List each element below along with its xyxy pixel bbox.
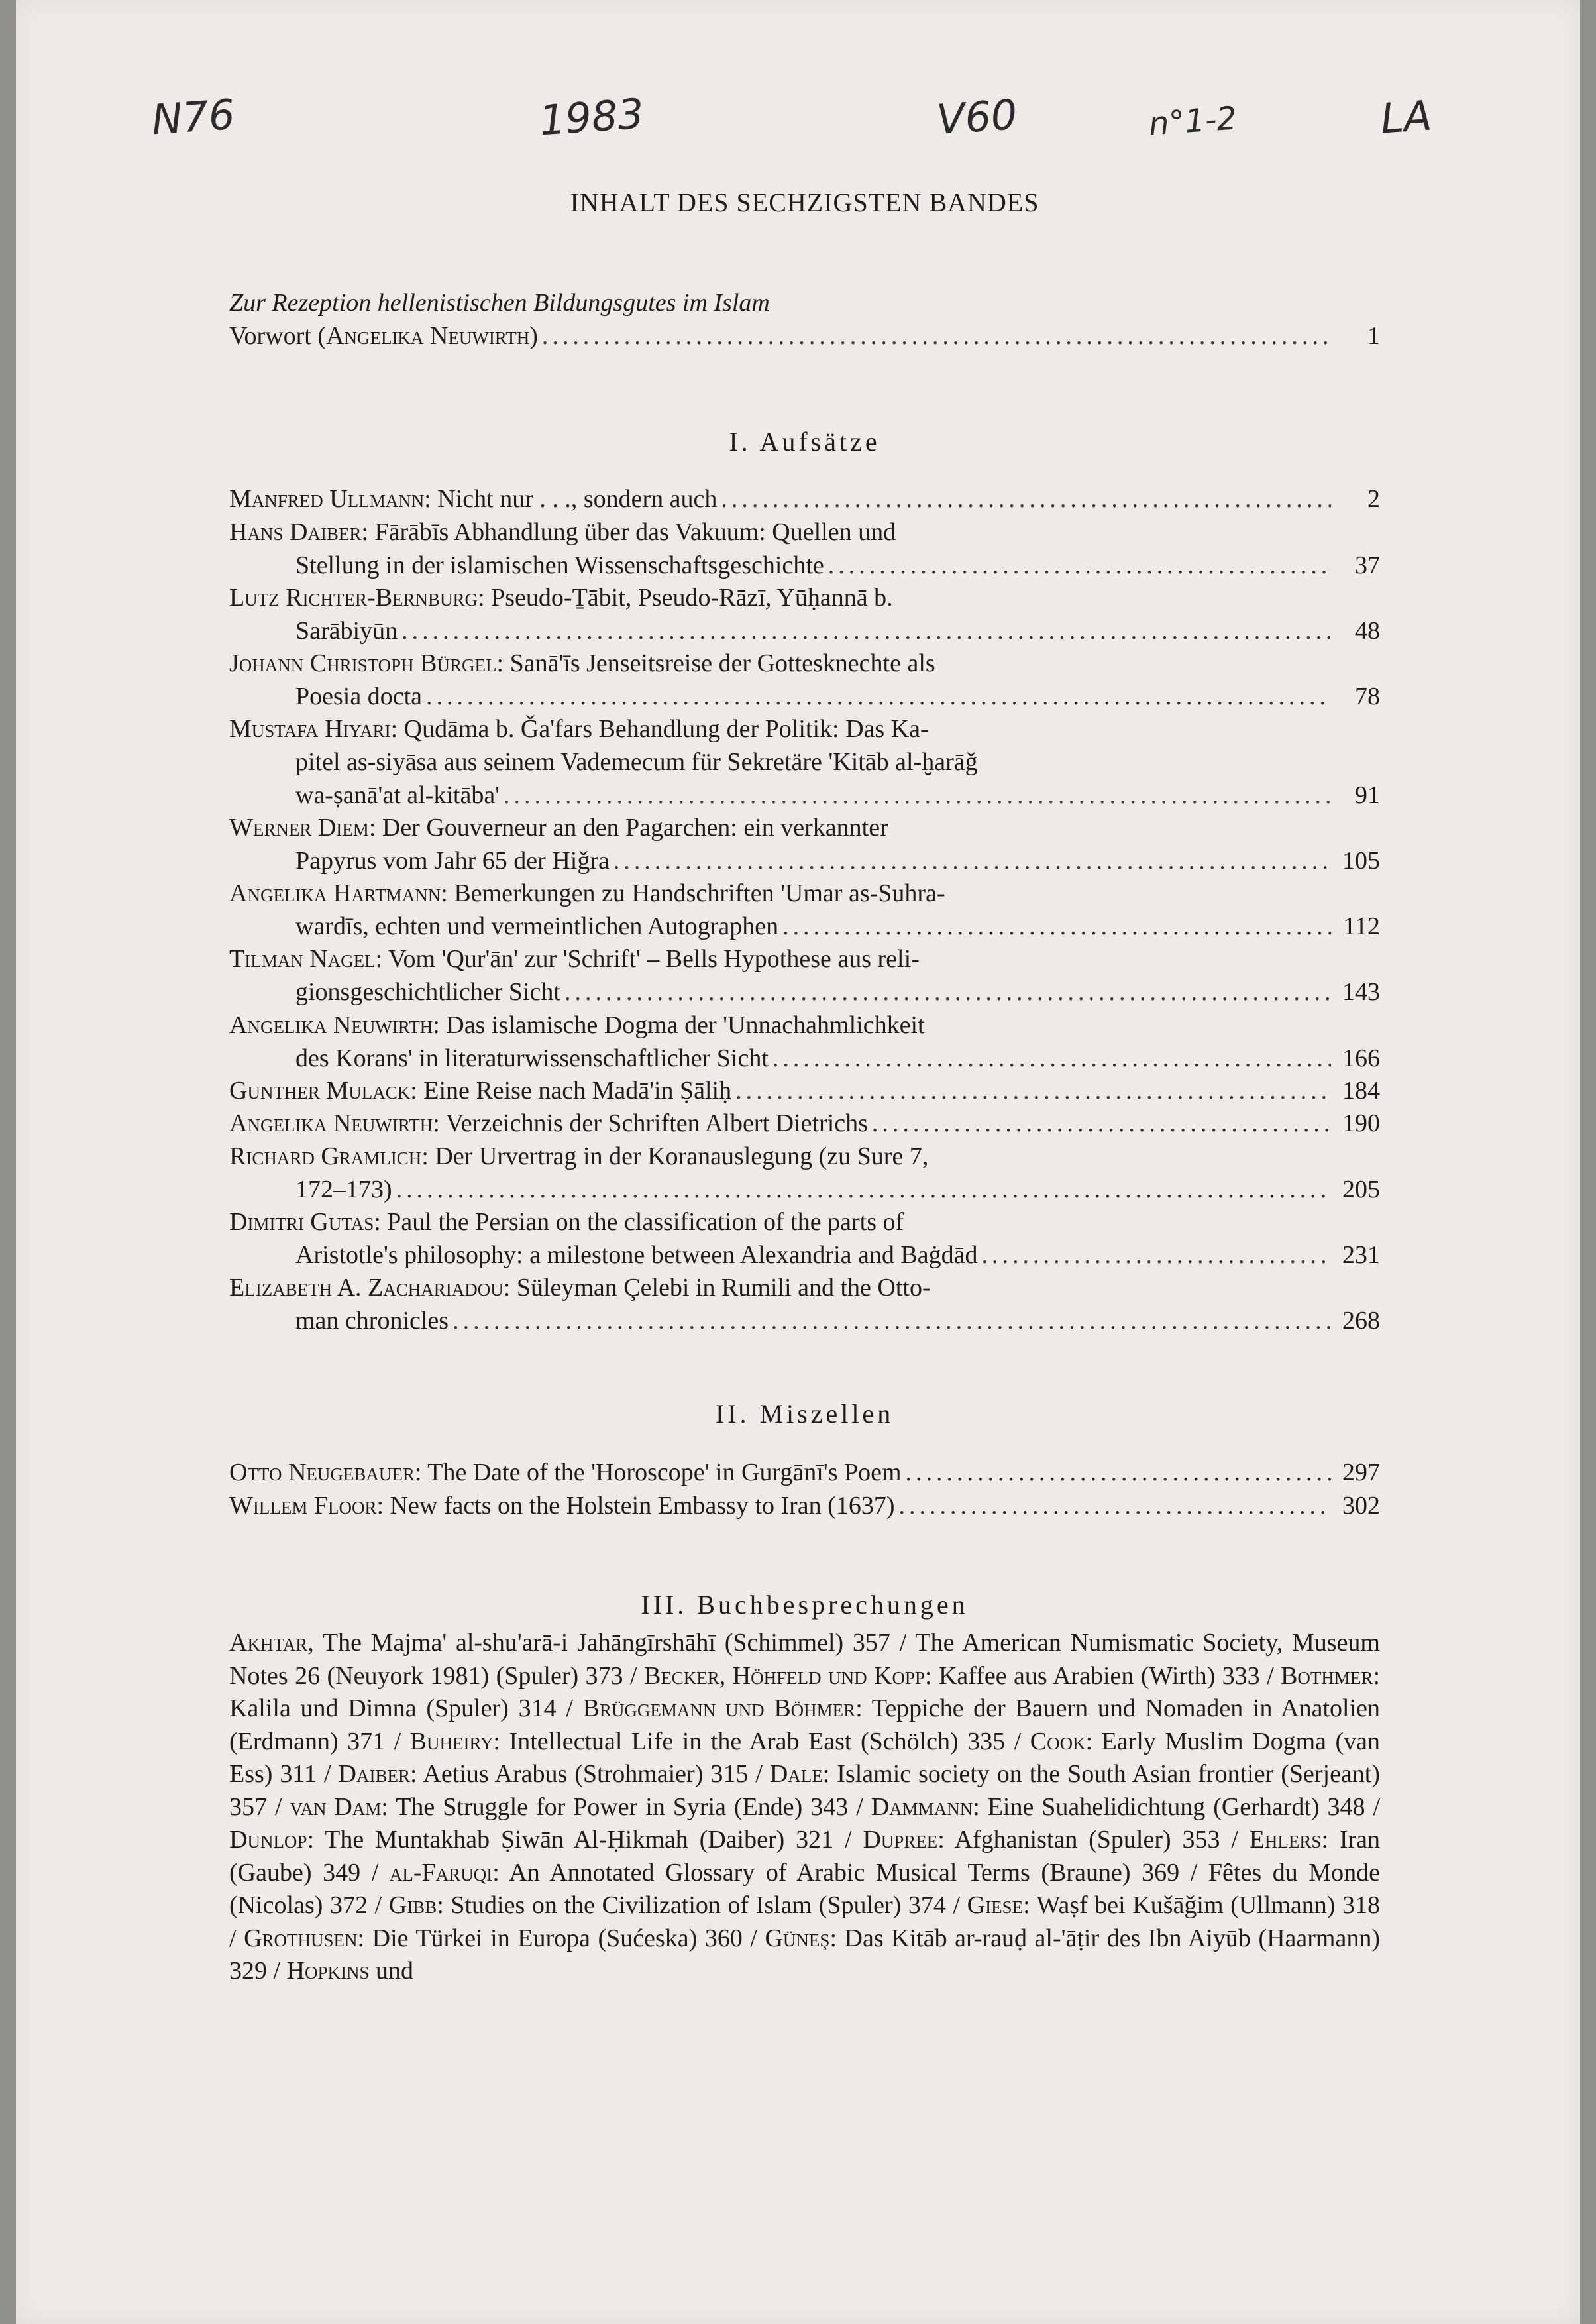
review-item — [229, 1826, 833, 1854]
section-heading-aufsaetze: I. Aufsätze — [729, 427, 880, 457]
leader-dots — [735, 1074, 1331, 1107]
leader-dots — [426, 680, 1331, 713]
page-number: 78 — [1355, 683, 1380, 710]
entry-title-line: Der Gouverneur an den Pagarchen: ein verkannter — [382, 814, 888, 842]
review-text: : Islamic society on the South Asian frontier (Serjeant) 357 — [229, 1760, 1381, 1821]
review-author: Buheiry — [409, 1727, 494, 1755]
leader-dots — [906, 1456, 1331, 1489]
section-heading-buchbesprechungen: III. Buchbesprechungen — [641, 1590, 969, 1620]
review-author: Dammann — [871, 1793, 973, 1821]
review-author: Hopkins — [286, 1957, 370, 1985]
page-number: 112 — [1343, 913, 1380, 941]
entry-author: Mustafa Hiyari — [229, 715, 391, 744]
entry-title-line: Sarābiyūn — [295, 616, 398, 645]
intro-heading: Zur Rezeption hellenistischen Bildungsgutes im Islam — [229, 289, 770, 317]
intro-entry: Vorwort (Angelika Neuwirth) ..... 1 — [229, 319, 1380, 353]
review-text: : Die Türkei in Europa (Sućeska) 360 — [357, 1924, 743, 1952]
toc-entry: Tilman Nagel: Vom 'Qur'ān' zur 'Schrift' – Bells Hypothese aus reli- gionsgeschichtlicher Sicht ..... 143 — [229, 942, 1380, 1009]
leader-dots — [396, 1173, 1331, 1206]
page-number: 143 — [1342, 978, 1380, 1007]
review-author: Gibb — [388, 1891, 437, 1919]
review-item — [390, 1859, 1179, 1887]
entry-title-line: Paul the Persian on the classification of the parts of — [387, 1208, 904, 1237]
page-number: 48 — [1355, 616, 1380, 645]
review-author: al-Faruqi — [389, 1858, 493, 1887]
review-text: The American Numismatic Society, Museum Notes 26 (Neuyork 1981) (Spuler) 373 — [229, 1629, 1380, 1690]
toc-entry: Angelika Neuwirth: Das islamische Dogma der 'Unnachahmlichkeit des Korans' in literaturwissenschaftlicher Sicht ..... 166 — [229, 1009, 1380, 1075]
entry-title-line: Nicht nur . . ., sondern auch — [437, 485, 718, 513]
review-item — [644, 1662, 1260, 1690]
review-text: : Studies on the Civilization of Islam (Spuler) 374 — [437, 1891, 946, 1919]
entry-title-line: wa-ṣanā'at al-kitāba' — [295, 781, 500, 810]
entry-title-line: Vom 'Qur'ān' zur 'Schrift' – Bells Hypothese aus reli- — [388, 945, 920, 973]
handwritten-note-2: 1983 — [537, 89, 646, 145]
leader-dots — [721, 482, 1331, 516]
page-number: 105 — [1342, 847, 1380, 875]
handwritten-note-4: n°1-2 — [1147, 99, 1238, 143]
entry-title-line: des Korans' in literaturwissenschaftlicher Sicht — [295, 1044, 769, 1072]
toc-entry: Mustafa Hiyari: Qudāma b. Ǧa'fars Behandlung der Politik: Das Ka- pitel as-siyāsa aus seinem Vademecum für Sekretäre 'Kitāb al-ḫarāǧ wa-ṣanā'at al-kitāba' ..... 91 — [229, 712, 1380, 812]
review-author: Güneş — [765, 1924, 830, 1952]
review-author: Bothmer — [1281, 1661, 1373, 1690]
toc-entry: Richard Gramlich: Der Urvertrag in der Koranauslegung (zu Sure 7, 172–173) ..... 205 — [229, 1140, 1380, 1206]
page-number: 166 — [1342, 1044, 1380, 1072]
page-number: 302 — [1342, 1491, 1380, 1520]
review-author: Dupree — [863, 1826, 938, 1854]
toc-entry: Gunther Mulack: Eine Reise nach Madā'in Ṣāliḥ ..... 184 — [229, 1074, 1380, 1107]
page-number: 231 — [1342, 1241, 1380, 1270]
toc-entry: Otto Neugebauer: The Date of the 'Horoscope' in Gurgānī's Poem ..... 297 — [229, 1456, 1380, 1489]
reviews-paragraph: Akhtar, The Majma' al-shu'arā-i Jahāngīrshāhī (Schimmel) 357 / The American Numismatic Society, Museum Notes 26 (Neuyork 1981) (Spuler) 373 / Becker, Höhfeld und Kopp: Kaffee aus Arabien (Wirth) 333 / Bothmer: Kalila und Dimna (Spuler) 314 / Brüggemann und Böhmer: Teppiche der Bauern und Nomaden in Anatolien (Erdmann) 371 / Buheiry: Intellectual Life in the Arab East (Schölch) 335 / Cook: Early Muslim Dogma (van Ess) 311 / Daiber: Aetius Arabus (Strohmaier) 315 / Dale: Islamic society on the South Asian frontier (Serjeant) 357 / van Dam: The Struggle for Power in Syria (Ende) 343 / Dammann: Eine Suahelidichtung (Gerhardt) 348 / Dunlop: The Muntakhab Ṣiwān Al-Ḥikmah (Daiber) 321 / Dupree: Afghanistan (Spuler) 353 / Ehlers: Iran (Gaube) 349 / al-Faruqi: An Annotated Glossary of Arabic Musical Terms (Braune) 369 / Fêtes du Monde (Nicolas) 372 / Gibb: Studies on the Civilization of Islam (Spuler) 374 / Giese: Waṣf bei Kušāǧim (Ullmann) 318 / Grothusen: Die Türkei in Europa (Sućeska) 360 / Güneş: Das Kitāb ar-rauḍ al-'āṭir des Ibn Aiyūb (Haarmann) 329 / Hopkins und — [229, 1629, 1381, 1985]
review-text: : The Struggle for Power in Syria (Ende) 343 — [381, 1793, 849, 1821]
review-author: Becker, Höhfeld und Kopp — [643, 1661, 925, 1690]
entry-title-line: Bemerkungen zu Handschriften 'Umar as-Suhra- — [454, 879, 945, 908]
leader-dots — [828, 549, 1331, 582]
toc-entry: Manfred Ullmann: Nicht nur . . ., sondern auch ..... 2 — [229, 482, 1380, 516]
entry-title-line: wardīs, echten und vermeintlichen Autographen — [295, 913, 779, 941]
entry-title-line: Das islamische Dogma der 'Unnachahmlichkeit — [446, 1011, 925, 1039]
entry-author: Angelika Neuwirth — [229, 1011, 433, 1039]
entry-author: Gunther Mulack — [229, 1076, 411, 1105]
review-author: Brüggemann und Böhmer — [582, 1694, 856, 1722]
toc-entry: Elizabeth A. Zachariadou: Süleyman Çelebi in Rumili and the Otto- man chronicles ..... 268 — [229, 1271, 1380, 1337]
entry-author: Manfred Ullmann — [229, 485, 425, 513]
review-item — [967, 1891, 1380, 1919]
review-item — [244, 1924, 743, 1952]
review-author: Grothusen — [244, 1924, 358, 1952]
toc-entry: Hans Daiber: Fārābīs Abhandlung über das Vakuum: Quellen und Stellung in der islamischen Wissenschaftsgeschichte ..... 37 — [229, 516, 1380, 582]
review-item — [863, 1826, 1220, 1854]
page-number: 190 — [1342, 1109, 1380, 1138]
review-text: : The Muntakhab Ṣiwān Al-Ḥikmah (Daiber) 321 — [307, 1826, 834, 1854]
review-item — [287, 1957, 413, 1985]
entry-title-line: 172–173) — [295, 1176, 392, 1203]
leader-dots — [782, 910, 1331, 943]
toc-entry: Werner Diem: Der Gouverneur an den Pagarchen: ein verkannter Papyrus vom Jahr 65 der Hiǧra ..... 105 — [229, 811, 1380, 877]
toc-entry: Angelika Neuwirth: Verzeichnis der Schriften Albert Dietrichs ..... 190 — [229, 1107, 1380, 1140]
leader-dots — [401, 614, 1331, 647]
entry-author: Richard Gramlich — [229, 1142, 422, 1170]
review-author: Dale — [769, 1760, 823, 1788]
review-text: : Eine Suahelidichtung (Gerhardt) 348 — [973, 1793, 1365, 1821]
review-text: : An Annotated Glossary of Arabic Musical Terms (Braune) 369 — [492, 1858, 1180, 1887]
entry-author: Hans Daiber — [229, 518, 362, 546]
entry-title-line: Pseudo-Ṯābit, Pseudo-Rāzī, Yūḥannā b. — [491, 583, 893, 612]
page-number: 205 — [1342, 1176, 1380, 1203]
review-text: : Waṣf bei Kušāǧim (Ullmann) 318 — [1023, 1891, 1381, 1919]
review-author: van Dam — [290, 1793, 382, 1821]
review-text: und — [369, 1957, 414, 1985]
leader-dots — [898, 1489, 1331, 1522]
leader-dots — [542, 319, 1331, 353]
leader-dots — [504, 779, 1331, 812]
leader-dots — [872, 1107, 1331, 1140]
toc-entry: Johann Christoph Bürgel: Sanā'īs Jenseitsreise der Gottesknechte als Poesia docta ..... 78 — [229, 647, 1380, 713]
entry-title-line: Qudāma b. Ǧa'fars Behandlung der Politik: Das Ka- — [403, 715, 929, 744]
section-heading-miszellen: II. Miszellen — [715, 1399, 894, 1429]
review-author: Ehlers — [1249, 1826, 1322, 1854]
leader-dots — [613, 844, 1331, 877]
toc-entry: Lutz Richter-Bernburg: Pseudo-Ṯābit, Pseudo-Rāzī, Yūḥannā b. Sarābiyūn ..... 48 — [229, 581, 1380, 647]
review-text: : Kalila und Dimna (Spuler) 314 — [229, 1661, 1380, 1722]
leader-dots — [564, 975, 1331, 1009]
review-item — [871, 1793, 1365, 1821]
handwritten-note-5: LA — [1379, 91, 1434, 143]
toc-entry: Dimitri Gutas: Paul the Persian on the classification of the parts of Aristotle's philosophy: a milestone between Alexandria and Baġdād ..... 231 — [229, 1205, 1380, 1272]
page-number: 268 — [1342, 1307, 1380, 1335]
page-title: INHALT DES SECHZIGSTEN BANDES — [570, 188, 1039, 217]
entry-author: Dimitri Gutas — [229, 1208, 374, 1237]
handwritten-note-1: N76 — [150, 89, 237, 144]
entry-title-line: man chronicles — [295, 1307, 449, 1335]
entry-title-line: Papyrus vom Jahr 65 der Hiǧra — [295, 847, 610, 875]
leader-dots — [981, 1239, 1331, 1272]
toc-entry: Willem Floor: New facts on the Holstein Embassy to Iran (1637) ..... 302 — [229, 1489, 1380, 1522]
review-item — [389, 1891, 946, 1919]
entry-title-line: Aristotle's philosophy: a milestone between Alexandria and Baġdād — [295, 1241, 978, 1270]
review-text: : Kaffee aus Arabien (Wirth) 333 — [924, 1661, 1260, 1690]
entry-author: Elizabeth A. Zachariadou — [229, 1274, 504, 1302]
entry-title-line: Der Urvertrag in der Koranauslegung (zu Sure 7, — [435, 1142, 929, 1170]
leader-dots — [452, 1304, 1331, 1337]
review-author: Dunlop — [229, 1826, 307, 1854]
leader-dots — [772, 1042, 1331, 1075]
entry-author: Werner Diem — [229, 814, 369, 842]
entry-title-line: Fārābīs Abhandlung über das Vakuum: Quellen und — [374, 518, 896, 546]
entry-title-line: Poesia docta — [295, 683, 423, 710]
entry-title-line: The Date of the 'Horoscope' in Gurgānī's Poem — [427, 1459, 902, 1486]
entry-author: Angelika Neuwirth — [229, 1109, 433, 1138]
entry-title-line: Verzeichnis der Schriften Albert Dietrichs — [445, 1109, 868, 1138]
entry-title-line: gionsgeschichtlicher Sicht — [295, 978, 560, 1007]
review-item — [410, 1728, 1006, 1755]
review-text: : Early Muslim Dogma (van Ess) 311 — [229, 1727, 1381, 1788]
review-text: : Das Kitāb ar-rauḍ al-'āṭir des Ibn Aiyūb (Haarmann) 329 — [229, 1924, 1380, 1985]
page-number: 91 — [1355, 781, 1380, 810]
entry-author: Otto Neugebauer — [229, 1459, 415, 1486]
review-author: Giese — [967, 1891, 1024, 1919]
document-page — [16, 0, 1580, 2324]
review-item — [339, 1760, 749, 1788]
review-text: : Afghanistan (Spuler) 353 — [937, 1826, 1220, 1854]
review-text: : Iran (Gaube) 349 — [229, 1826, 1381, 1887]
review-author: Daiber — [338, 1760, 410, 1788]
entry-title-line: Sanā'īs Jenseitsreise der Gottesknechte als — [509, 649, 935, 677]
entry-title-line: Eine Reise nach Madā'in Ṣāliḥ — [423, 1076, 732, 1105]
entry-author: Willem Floor — [229, 1491, 377, 1520]
entry-title-line: Süleyman Çelebi in Rumili and the Otto- — [516, 1274, 931, 1302]
page-number: 2 — [1367, 485, 1380, 513]
entry-title-line: pitel as-siyāsa aus seinem Vademecum für Sekretäre 'Kitāb al-ḫarāǧ — [295, 748, 978, 777]
review-text: : Aetius Arabus (Strohmaier) 315 — [409, 1760, 749, 1788]
page-number: 37 — [1355, 551, 1380, 579]
review-author: Cook — [1030, 1727, 1086, 1755]
review-text: Fêtes du Monde (Nicolas) 372 — [229, 1858, 1380, 1919]
page-number: 184 — [1342, 1076, 1380, 1105]
entry-author: Tilman Nagel — [229, 945, 376, 973]
handwritten-note-3: V60 — [935, 89, 1019, 144]
review-item — [229, 1629, 890, 1657]
review-text: , The Majma' al-shu'arā-i Jahāngīrshāhī (Schimmel) 357 — [307, 1629, 890, 1657]
page-number: 297 — [1342, 1459, 1380, 1486]
toc-entry: Angelika Hartmann: Bemerkungen zu Handschriften 'Umar as-Suhra- wardīs, echten und vermeintlichen Autographen ..... 112 — [229, 877, 1380, 943]
entry-title-line: New facts on the Holstein Embassy to Iran (1637) — [390, 1491, 895, 1520]
review-item — [290, 1793, 848, 1821]
entry-author: Johann Christoph Bürgel — [229, 649, 497, 677]
review-author: Akhtar — [229, 1629, 308, 1657]
entry-author: Angelika Hartmann — [229, 879, 441, 908]
page-number: 1 — [1367, 322, 1380, 350]
entry-author: Lutz Richter-Bernburg — [229, 583, 478, 612]
review-text: : Intellectual Life in the Arab East (Schölch) 335 — [493, 1727, 1006, 1755]
entry-title-line: Stellung in der islamischen Wissenschaftsgeschichte — [295, 551, 824, 579]
review-text: : Teppiche der Bauern und Nomaden in Anatolien (Erdmann) 371 — [229, 1694, 1380, 1755]
